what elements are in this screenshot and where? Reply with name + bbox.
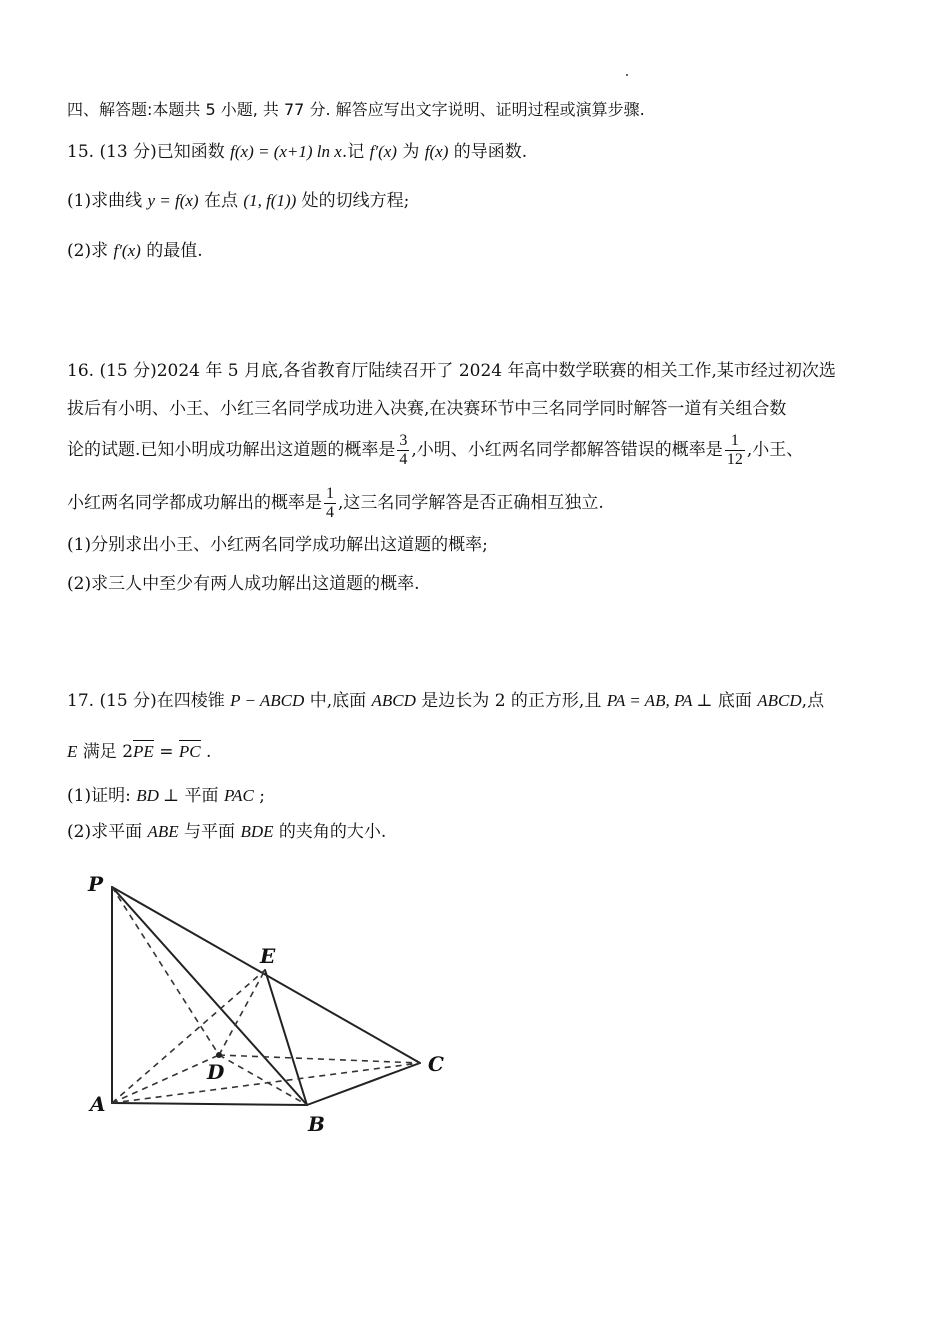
label-a: A <box>90 1092 106 1116</box>
edge-de <box>219 970 265 1055</box>
section-heading: 四、解答题:本题共 5 小题, 共 77 分. 解答应写出文字说明、证明过程或演算步骤. <box>67 100 645 119</box>
q16-part2: (2)求三人中至少有两人成功解出这道题的概率. <box>67 574 420 594</box>
fraction-3-4: $\frac{3}{4}$ <box>399 432 408 468</box>
q16-line4: 小红两名同学都成功解出的概率是 $\frac{1}{4}$ ,这三名同学解答是否正确相互独立. <box>67 485 604 521</box>
scan-speck <box>626 74 628 76</box>
q16-line1: 16. (15 分)2024 年 5 月底,各省教育厅陆续召开了 2024 年高中数学联赛的相关工作,某市经过初次选 <box>67 361 836 381</box>
q16-part1: (1)分别求出小王、小红两名同学成功解出这道题的概率; <box>67 535 488 555</box>
vector-pe: PE <box>133 742 154 761</box>
fraction-1-4: $\frac{1}{4}$ <box>326 485 334 521</box>
edge-ae <box>112 970 265 1103</box>
q17-part1: (1)证明: BD ⊥ 平面 PAC ; <box>67 786 265 806</box>
q16-line3: 论的试题.已知小明成功解出这道题的概率是 $\frac{3}{4}$ ,小明、小红两名同学都解答错误的概率是 $\frac{1}{12}$ ,小王、 <box>67 432 804 468</box>
label-c: C <box>428 1052 444 1076</box>
fraction-1-12: $\frac{1}{12}$ <box>726 432 743 468</box>
edge-ac <box>112 1063 420 1103</box>
q15-part1: (1)求曲线 y = f(x) 在点 (1, f(1)) 处的切线方程; <box>67 191 410 211</box>
label-p: P <box>88 872 104 896</box>
label-e: E <box>260 944 276 968</box>
q17-line1: 17. (15 分)在四棱锥 P − ABCD 中,底面 ABCD 是边长为 2 的正方形,且 PA = AB, PA ⊥ 底面 ABCD,点 <box>67 691 825 711</box>
edge-pd <box>112 887 219 1055</box>
q15-statement: 15. (13 分)已知函数 f(x) = (x+1) ln x.记 f′(x) 为 f(x) 的导函数. <box>67 142 528 162</box>
point-d <box>216 1052 222 1058</box>
q17-part2: (2)求平面 ABE 与平面 BDE 的夹角的大小. <box>67 822 387 842</box>
label-d: D <box>207 1060 225 1084</box>
edge-bc <box>307 1063 420 1105</box>
edge-dc <box>219 1055 420 1063</box>
q16-line2: 拔后有小明、小王、小红三名同学成功进入决赛,在决赛环节中三名同学同时解答一道有关组合数 <box>67 399 787 419</box>
vector-pc: PC <box>178 742 201 761</box>
q15-part2: (2)求 f′(x) 的最值. <box>67 241 203 261</box>
pyramid-figure <box>82 865 462 1145</box>
edge-ab <box>112 1103 307 1105</box>
edge-ad <box>112 1055 219 1103</box>
label-b: B <box>308 1112 325 1136</box>
q17-line2: E 满足 2PE = PC . <box>67 742 212 762</box>
